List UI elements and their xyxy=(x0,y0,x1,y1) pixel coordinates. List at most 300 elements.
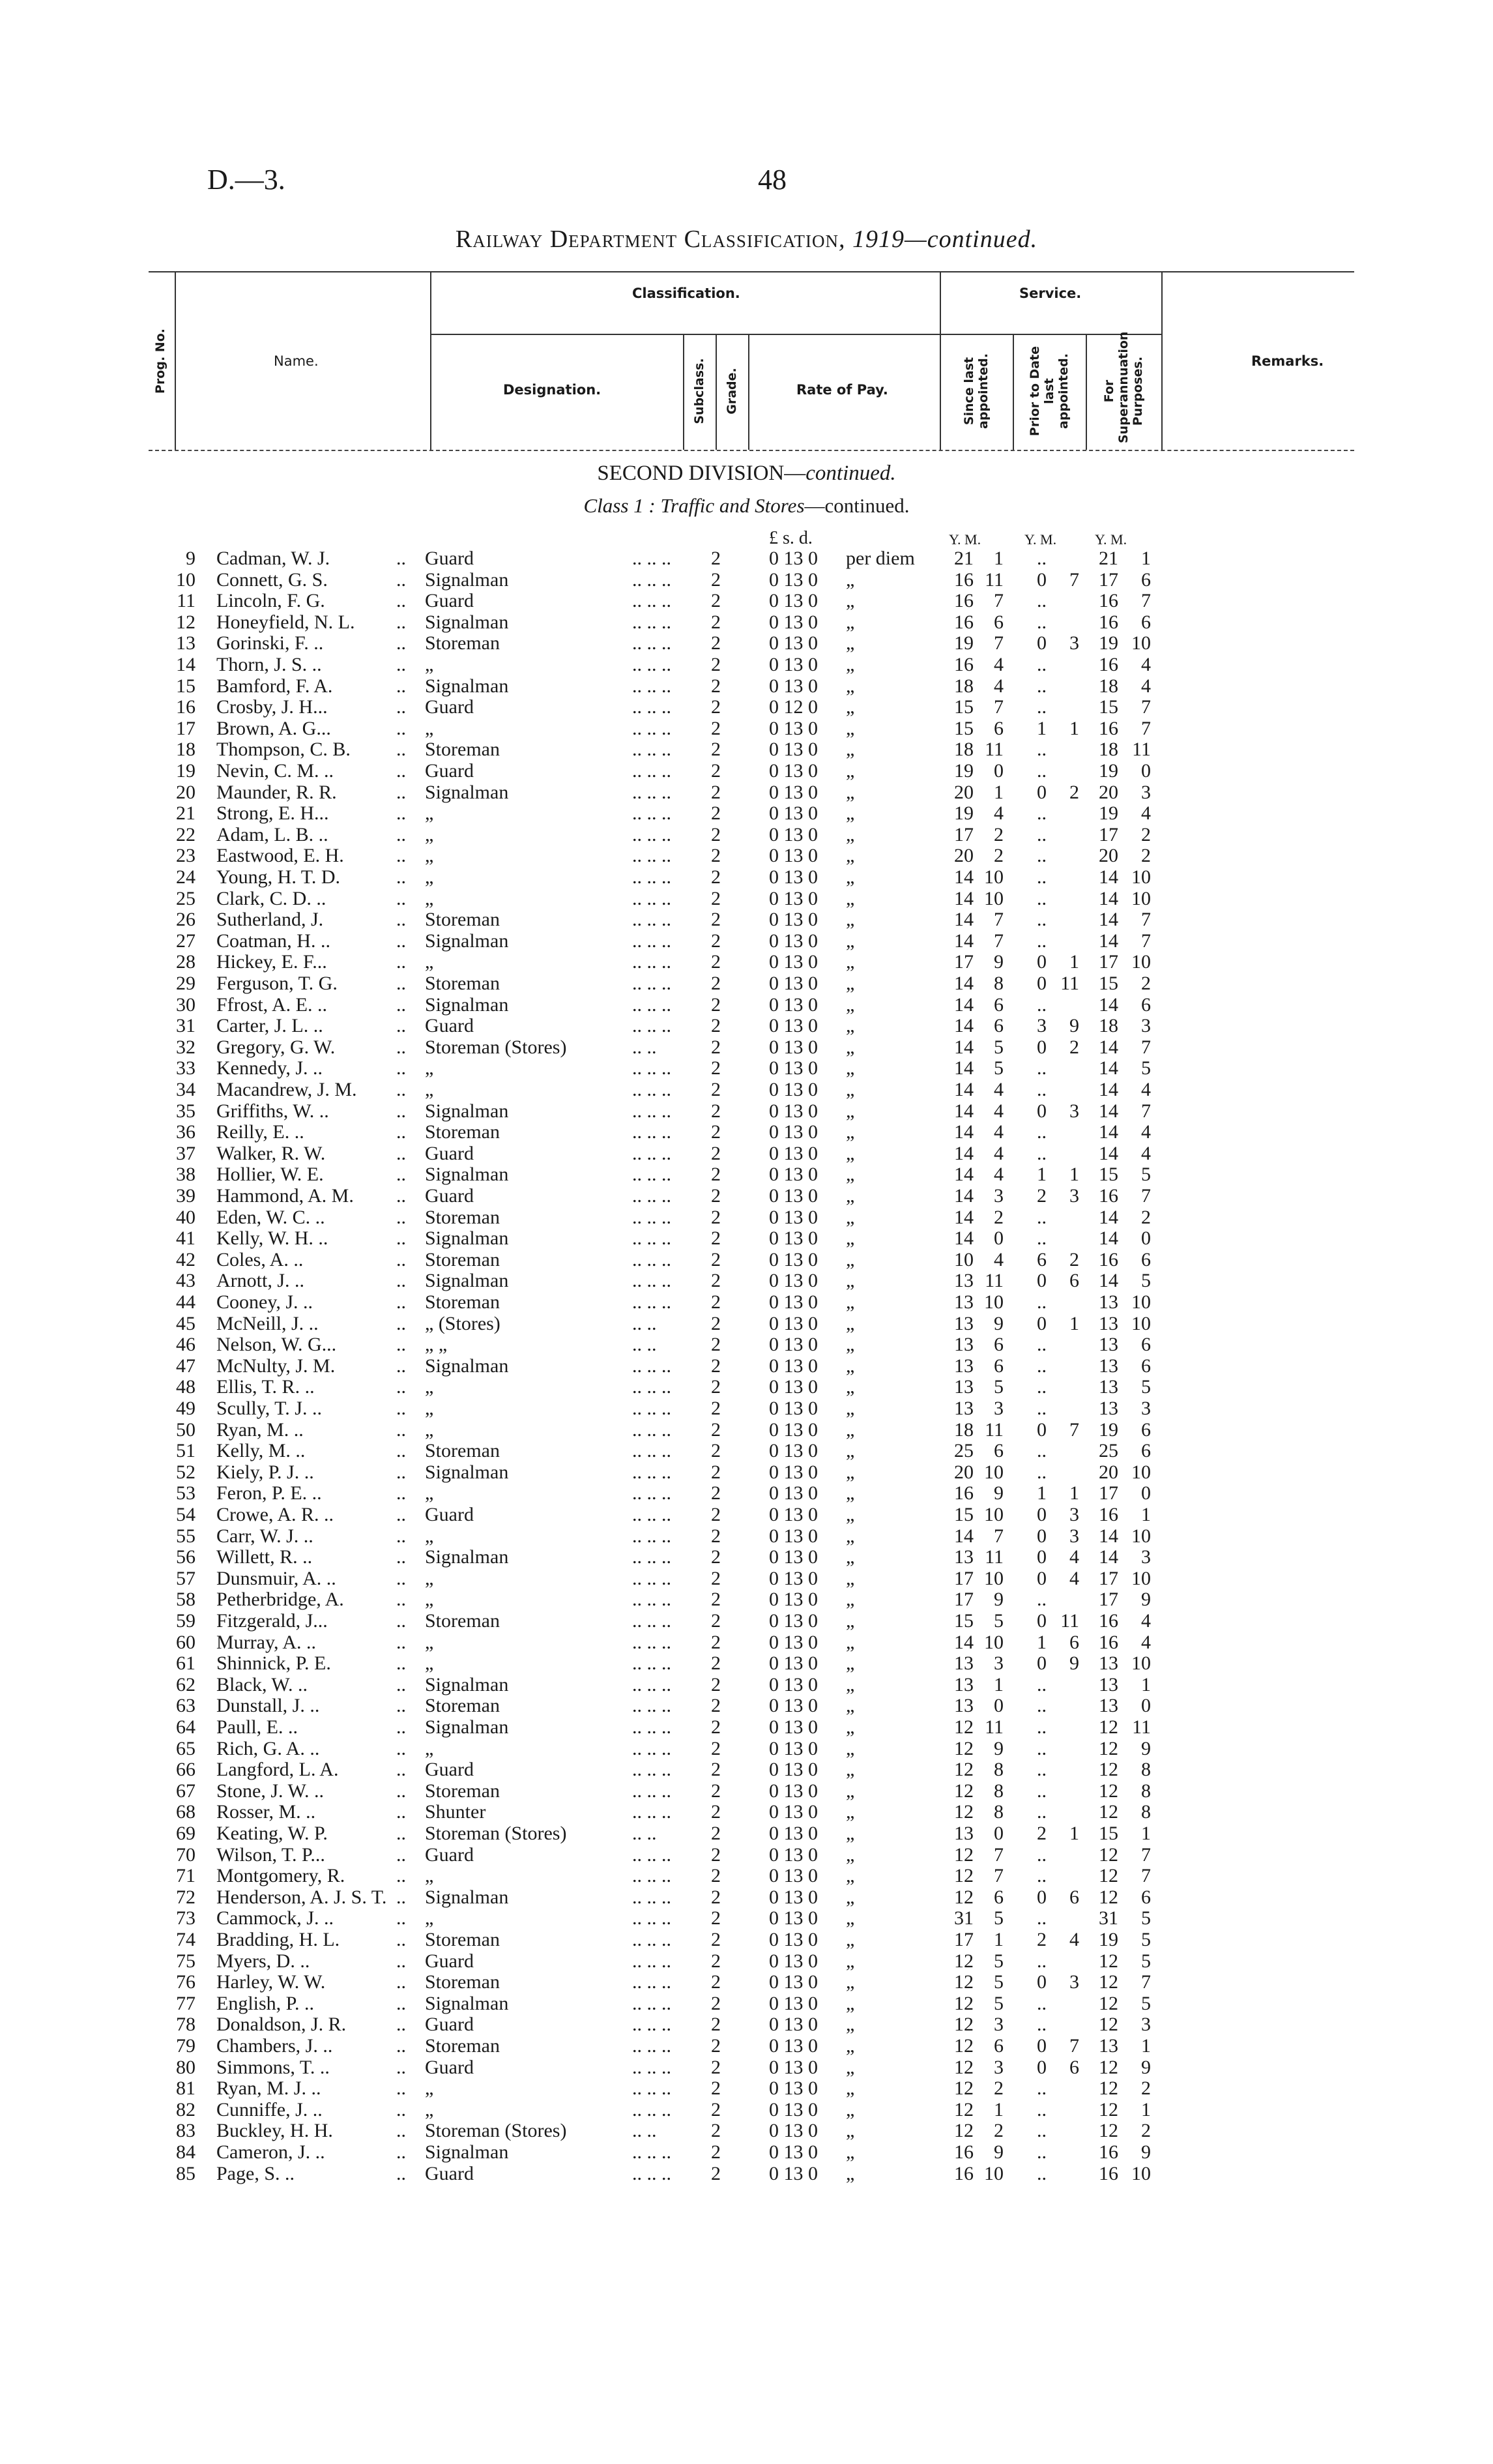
cell-prior-years: 0 xyxy=(1037,2035,1047,2057)
cell-super-years: 17 xyxy=(1099,1567,1118,1589)
cell-pay-unit: „ xyxy=(846,1227,855,1250)
cell-rate-of-pay: 0 13 0 xyxy=(769,1971,818,1993)
cell-prior-years: 0 xyxy=(1037,1312,1047,1334)
cell-designation: „ xyxy=(425,1652,434,1675)
cell-since-months: 8 xyxy=(994,973,1004,994)
cell-prior-years: .. xyxy=(1037,1461,1047,1483)
cell-subclass: 2 xyxy=(711,1248,721,1270)
cell-leader-dots: .. .. .. xyxy=(632,2014,671,2036)
cell-leader-dots: .. xyxy=(396,717,406,739)
cell-subclass: 2 xyxy=(711,1079,721,1100)
cell-super-months: 6 xyxy=(1141,1355,1151,1377)
cell-since-years: 13 xyxy=(954,1673,974,1695)
cell-rate-of-pay: 0 13 0 xyxy=(769,1695,818,1717)
cell-since-months: 10 xyxy=(984,1291,1004,1313)
cell-designation: Guard xyxy=(425,696,474,718)
cell-leader-dots: .. xyxy=(396,1206,406,1228)
cell-prior-years: 0 xyxy=(1037,781,1047,803)
cell-designation: Guard xyxy=(425,548,474,569)
cell-since-years: 31 xyxy=(954,1907,974,1929)
cell-subclass: 2 xyxy=(711,2056,721,2078)
cell-designation: Signalman xyxy=(425,1355,509,1377)
cell-since-years: 18 xyxy=(954,675,974,697)
cell-designation: Guard xyxy=(425,1185,474,1207)
cell-pay-unit: „ xyxy=(846,2162,855,2184)
cell-since-months: 4 xyxy=(994,802,1004,825)
cell-super-months: 5 xyxy=(1141,1950,1151,1972)
cell-since-years: 12 xyxy=(954,1737,974,1759)
cell-prog-no: 53 xyxy=(176,1482,196,1504)
cell-pay-unit: „ xyxy=(846,696,855,718)
cell-super-years: 18 xyxy=(1099,739,1118,761)
cell-rate-of-pay: 0 13 0 xyxy=(769,823,818,845)
cell-rate-of-pay: 0 13 0 xyxy=(769,1206,818,1228)
cell-super-years: 12 xyxy=(1099,1801,1118,1823)
cell-super-years: 12 xyxy=(1099,1950,1118,1972)
cell-prior-years: .. xyxy=(1037,2098,1047,2120)
cell-subclass: 2 xyxy=(711,1907,721,1929)
cell-leader-dots: .. xyxy=(396,675,406,697)
cell-name: Carter, J. L. .. xyxy=(216,1015,323,1037)
cell-super-years: 16 xyxy=(1099,654,1118,675)
cell-designation: „ xyxy=(425,802,434,825)
cell-since-years: 14 xyxy=(954,1525,974,1547)
cell-since-months: 4 xyxy=(994,1100,1004,1122)
cell-subclass: 2 xyxy=(711,1759,721,1781)
cell-since-months: 4 xyxy=(994,675,1004,697)
table-row xyxy=(0,909,1493,930)
cell-super-months: 10 xyxy=(1131,1291,1151,1313)
table-row xyxy=(0,611,1493,632)
cell-since-months: 4 xyxy=(994,1164,1004,1186)
cell-name: Keating, W. P. xyxy=(216,1823,328,1844)
cell-name: McNeill, J. .. xyxy=(216,1312,319,1334)
cell-leader-dots: .. xyxy=(396,1121,406,1143)
table-row xyxy=(0,2077,1493,2098)
cell-since-months: 7 xyxy=(994,930,1004,952)
cell-rate-of-pay: 0 13 0 xyxy=(769,1907,818,1929)
cell-super-years: 19 xyxy=(1099,1418,1118,1441)
cell-prior-months: 6 xyxy=(1069,1631,1079,1653)
cell-since-months: 3 xyxy=(994,1398,1004,1419)
cell-prog-no: 35 xyxy=(176,1100,196,1122)
cell-rate-of-pay: 0 13 0 xyxy=(769,1015,818,1037)
division-continued: continued. xyxy=(805,462,896,485)
cell-since-months: 9 xyxy=(994,1589,1004,1611)
cell-leader-dots: .. .. .. xyxy=(632,1567,671,1589)
cell-pay-unit: „ xyxy=(846,1971,855,1993)
cell-super-months: 7 xyxy=(1141,696,1151,718)
cell-since-years: 16 xyxy=(954,1482,974,1504)
cell-designation: Signalman xyxy=(425,1546,509,1568)
cell-prog-no: 56 xyxy=(176,1546,196,1568)
cell-super-years: 16 xyxy=(1099,717,1118,739)
cell-designation: „ xyxy=(425,1398,434,1419)
cell-since-months: 4 xyxy=(994,1248,1004,1270)
cell-prog-no: 58 xyxy=(176,1589,196,1611)
cell-subclass: 2 xyxy=(711,1823,721,1844)
table-row xyxy=(0,1079,1493,1100)
cell-leader-dots: .. xyxy=(396,1398,406,1419)
cell-leader-dots: .. .. .. xyxy=(632,1780,671,1802)
cell-name: Feron, P. E. .. xyxy=(216,1482,322,1504)
cell-super-years: 13 xyxy=(1099,1312,1118,1334)
cell-rate-of-pay: 0 13 0 xyxy=(769,1036,818,1058)
cell-since-months: 10 xyxy=(984,887,1004,909)
cell-name: Cooney, J. .. xyxy=(216,1291,313,1313)
cell-designation: Signalman xyxy=(425,1716,509,1738)
cell-leader-dots: .. xyxy=(396,1971,406,1993)
cell-super-years: 12 xyxy=(1099,1992,1118,2014)
cell-name: Young, H. T. D. xyxy=(216,866,341,888)
cell-leader-dots: .. xyxy=(396,1100,406,1122)
cell-since-years: 13 xyxy=(954,1291,974,1313)
cell-pay-unit: „ xyxy=(846,1440,855,1462)
cell-super-years: 14 xyxy=(1099,1057,1118,1079)
cell-leader-dots: .. xyxy=(396,1418,406,1441)
cell-super-years: 13 xyxy=(1099,1334,1118,1356)
cell-name: Dunstall, J. .. xyxy=(216,1695,320,1717)
cell-super-months: 7 xyxy=(1141,590,1151,612)
cell-name: Hollier, W. E. xyxy=(216,1164,324,1186)
table-row xyxy=(0,760,1493,781)
table-row xyxy=(0,845,1493,866)
cell-prog-no: 73 xyxy=(176,1907,196,1929)
cell-pay-unit: „ xyxy=(846,1312,855,1334)
cell-leader-dots: .. .. .. xyxy=(632,611,671,633)
cell-prior-years: .. xyxy=(1037,696,1047,718)
cell-since-years: 13 xyxy=(954,1270,974,1292)
cell-prior-months: 1 xyxy=(1069,1823,1079,1844)
cell-since-months: 2 xyxy=(994,845,1004,867)
cell-pay-unit: „ xyxy=(846,675,855,697)
table-row xyxy=(0,696,1493,717)
cell-pay-unit: „ xyxy=(846,1334,855,1356)
cell-designation: Guard xyxy=(425,1015,474,1037)
cell-leader-dots: .. xyxy=(396,781,406,803)
cell-leader-dots: .. .. .. xyxy=(632,1971,671,1993)
cell-prior-years: .. xyxy=(1037,1801,1047,1823)
cell-since-months: 1 xyxy=(994,781,1004,803)
cell-leader-dots: .. xyxy=(396,1185,406,1207)
cell-designation: Signalman xyxy=(425,675,509,697)
cell-super-years: 16 xyxy=(1099,2141,1118,2163)
cell-since-months: 9 xyxy=(994,951,1004,973)
cell-super-years: 12 xyxy=(1099,1865,1118,1887)
cell-since-years: 12 xyxy=(954,1950,974,1972)
cell-rate-of-pay: 0 13 0 xyxy=(769,1886,818,1908)
cell-designation: Signalman xyxy=(425,993,509,1016)
cell-prior-years: .. xyxy=(1037,1142,1047,1164)
cell-subclass: 2 xyxy=(711,1801,721,1823)
col-rule-6 xyxy=(940,272,941,450)
cell-since-months: 4 xyxy=(994,1079,1004,1100)
cell-name: Cammock, J. .. xyxy=(216,1907,334,1929)
cell-designation: Signalman xyxy=(425,781,509,803)
cell-prior-months: 1 xyxy=(1069,951,1079,973)
header-name: Name. xyxy=(274,353,319,369)
cell-since-months: 1 xyxy=(994,1929,1004,1950)
cell-leader-dots: .. xyxy=(396,611,406,633)
cell-prior-years: 0 xyxy=(1037,1036,1047,1058)
cell-prog-no: 28 xyxy=(176,951,196,973)
cell-pay-unit: „ xyxy=(846,2141,855,2163)
cell-prior-years: 0 xyxy=(1037,1100,1047,1122)
cell-rate-of-pay: 0 13 0 xyxy=(769,1121,818,1143)
cell-since-years: 14 xyxy=(954,930,974,952)
cell-subclass: 2 xyxy=(711,866,721,888)
cell-name: Fitzgerald, J... xyxy=(216,1610,328,1632)
cell-leader-dots: .. .. .. xyxy=(632,1015,671,1037)
cell-prior-years: 2 xyxy=(1037,1929,1047,1950)
cell-super-months: 6 xyxy=(1141,1418,1151,1441)
cell-prior-years: .. xyxy=(1037,2141,1047,2163)
cell-since-months: 2 xyxy=(994,2077,1004,2100)
cell-designation: Storeman xyxy=(425,1121,500,1143)
cell-designation: „ xyxy=(425,1482,434,1504)
cell-super-years: 12 xyxy=(1099,1843,1118,1866)
cell-rate-of-pay: 0 13 0 xyxy=(769,1950,818,1972)
cell-since-years: 25 xyxy=(954,1440,974,1462)
cell-rate-of-pay: 0 13 0 xyxy=(769,1376,818,1398)
cell-leader-dots: .. xyxy=(396,1929,406,1950)
cell-pay-unit: „ xyxy=(846,2120,855,2142)
cell-name: Paull, E. .. xyxy=(216,1716,298,1738)
cell-pay-unit: „ xyxy=(846,1865,855,1887)
cell-rate-of-pay: 0 13 0 xyxy=(769,1631,818,1653)
cell-name: Black, W. .. xyxy=(216,1673,308,1695)
col-rule-1 xyxy=(175,272,176,450)
cell-super-months: 1 xyxy=(1141,1823,1151,1844)
cell-prior-years: .. xyxy=(1037,1355,1047,1377)
cell-rate-of-pay: 0 13 0 xyxy=(769,1291,818,1313)
cell-super-months: 10 xyxy=(1131,2162,1151,2184)
cell-prior-years: .. xyxy=(1037,2014,1047,2036)
cell-rate-of-pay: 0 13 0 xyxy=(769,548,818,569)
cell-prior-years: .. xyxy=(1037,548,1047,569)
cell-pay-unit: „ xyxy=(846,887,855,909)
cell-prog-no: 14 xyxy=(176,654,196,675)
cell-since-years: 20 xyxy=(954,1461,974,1483)
cell-subclass: 2 xyxy=(711,1376,721,1398)
cell-super-years: 12 xyxy=(1099,2056,1118,2078)
cell-since-years: 20 xyxy=(954,781,974,803)
table-row xyxy=(0,1504,1493,1525)
cell-since-months: 3 xyxy=(994,2014,1004,2036)
cell-pay-unit: „ xyxy=(846,1057,855,1079)
cell-prog-no: 10 xyxy=(176,568,196,591)
cell-prior-months: 1 xyxy=(1069,1164,1079,1186)
cell-since-months: 1 xyxy=(994,2098,1004,2120)
cell-subclass: 2 xyxy=(711,1036,721,1058)
cell-leader-dots: .. xyxy=(396,696,406,718)
cell-leader-dots: .. .. .. xyxy=(632,1929,671,1950)
cell-designation: Guard xyxy=(425,590,474,612)
cell-rate-of-pay: 0 13 0 xyxy=(769,2120,818,2142)
cell-leader-dots: .. .. .. xyxy=(632,1227,671,1250)
cell-since-years: 12 xyxy=(954,2120,974,2142)
cell-prog-no: 44 xyxy=(176,1291,196,1313)
cell-since-years: 10 xyxy=(954,1248,974,1270)
cell-subclass: 2 xyxy=(711,973,721,994)
cell-designation: Storeman (Stores) xyxy=(425,1823,567,1844)
cell-pay-unit: „ xyxy=(846,866,855,888)
cell-since-months: 5 xyxy=(994,1971,1004,1993)
cell-prog-no: 60 xyxy=(176,1631,196,1653)
cell-super-months: 10 xyxy=(1131,1461,1151,1483)
cell-pay-unit: per diem xyxy=(846,548,915,569)
cell-prior-years: .. xyxy=(1037,1334,1047,1356)
table-row xyxy=(0,951,1493,972)
cell-pay-unit: „ xyxy=(846,760,855,782)
cell-leader-dots: .. xyxy=(396,1843,406,1866)
cell-pay-unit: „ xyxy=(846,1823,855,1844)
cell-name: Carr, W. J. .. xyxy=(216,1525,313,1547)
cell-designation: „ xyxy=(425,1907,434,1929)
cell-since-years: 13 xyxy=(954,1312,974,1334)
cell-since-months: 3 xyxy=(994,1185,1004,1207)
cell-rate-of-pay: 0 13 0 xyxy=(769,739,818,761)
cell-prog-no: 43 xyxy=(176,1270,196,1292)
cell-prior-months: 2 xyxy=(1069,781,1079,803)
cell-designation: „ xyxy=(425,717,434,739)
cell-leader-dots: .. .. .. xyxy=(632,1695,671,1717)
cell-prog-no: 22 xyxy=(176,823,196,845)
cell-super-years: 14 xyxy=(1099,1270,1118,1292)
cell-prog-no: 74 xyxy=(176,1929,196,1950)
cell-rate-of-pay: 0 13 0 xyxy=(769,2162,818,2184)
cell-name: Eden, W. C. .. xyxy=(216,1206,325,1228)
table-row xyxy=(0,1929,1493,1950)
cell-leader-dots: .. .. .. xyxy=(632,1418,671,1441)
cell-name: Coatman, H. .. xyxy=(216,930,330,952)
cell-since-months: 0 xyxy=(994,760,1004,782)
table-row xyxy=(0,1907,1493,1928)
cell-prog-no: 45 xyxy=(176,1312,196,1334)
cell-prior-months: 1 xyxy=(1069,1312,1079,1334)
table-row xyxy=(0,1865,1493,1886)
cell-name: Strong, E. H... xyxy=(216,802,329,825)
cell-prior-years: 0 xyxy=(1037,1546,1047,1568)
cell-rate-of-pay: 0 13 0 xyxy=(769,1610,818,1632)
cell-leader-dots: .. .. .. xyxy=(632,654,671,675)
table-row xyxy=(0,548,1493,568)
cell-rate-of-pay: 0 13 0 xyxy=(769,993,818,1016)
cell-name: Ryan, M. J. .. xyxy=(216,2077,321,2100)
cell-since-years: 14 xyxy=(954,1142,974,1164)
cell-subclass: 2 xyxy=(711,909,721,931)
cell-since-months: 10 xyxy=(984,1631,1004,1653)
cell-rate-of-pay: 0 13 0 xyxy=(769,1185,818,1207)
cell-leader-dots: .. .. .. xyxy=(632,590,671,612)
cell-prior-years: 0 xyxy=(1037,1610,1047,1632)
cell-subclass: 2 xyxy=(711,760,721,782)
cell-leader-dots: .. .. xyxy=(632,1334,657,1356)
cell-designation: Signalman xyxy=(425,930,509,952)
cell-prior-years: .. xyxy=(1037,675,1047,697)
table-row xyxy=(0,2120,1493,2141)
cell-subclass: 2 xyxy=(711,739,721,761)
cell-designation: Signalman xyxy=(425,568,509,591)
cell-since-years: 12 xyxy=(954,2098,974,2120)
cell-pay-unit: „ xyxy=(846,1843,855,1866)
cell-rate-of-pay: 0 13 0 xyxy=(769,590,818,612)
cell-super-years: 12 xyxy=(1099,1716,1118,1738)
cell-leader-dots: .. .. .. xyxy=(632,548,671,569)
cell-leader-dots: .. .. .. xyxy=(632,1631,671,1653)
cell-since-years: 15 xyxy=(954,1610,974,1632)
cell-since-years: 18 xyxy=(954,739,974,761)
cell-since-months: 6 xyxy=(994,1355,1004,1377)
cell-prior-years: .. xyxy=(1037,1907,1047,1929)
cell-super-months: 11 xyxy=(1132,1716,1151,1738)
cell-subclass: 2 xyxy=(711,2077,721,2100)
cell-prior-months: 9 xyxy=(1069,1015,1079,1037)
cell-designation: Storeman xyxy=(425,1695,500,1717)
cell-leader-dots: .. .. .. xyxy=(632,1886,671,1908)
cell-name: Nelson, W. G... xyxy=(216,1334,337,1356)
cell-leader-dots: .. .. .. xyxy=(632,1057,671,1079)
cell-prior-years: 0 xyxy=(1037,951,1047,973)
table-row xyxy=(0,675,1493,696)
cell-prior-years: 0 xyxy=(1037,973,1047,994)
cell-since-years: 14 xyxy=(954,1227,974,1250)
cell-pay-unit: „ xyxy=(846,1929,855,1950)
cell-since-years: 14 xyxy=(954,1206,974,1228)
cell-pay-unit: „ xyxy=(846,845,855,867)
cell-leader-dots: .. .. xyxy=(632,2120,657,2142)
cell-leader-dots: .. xyxy=(396,760,406,782)
cell-subclass: 2 xyxy=(711,1334,721,1356)
cell-leader-dots: .. .. .. xyxy=(632,1589,671,1611)
cell-subclass: 2 xyxy=(711,1610,721,1632)
cell-super-months: 10 xyxy=(1131,1567,1151,1589)
table-row xyxy=(0,2099,1493,2120)
cell-leader-dots: .. xyxy=(396,1631,406,1653)
page-reference: D.—3. xyxy=(207,164,285,196)
cell-pay-unit: „ xyxy=(846,1631,855,1653)
table-row xyxy=(0,1632,1493,1652)
page-title xyxy=(0,225,1493,254)
cell-name: Page, S. .. xyxy=(216,2162,295,2184)
cell-pay-unit: „ xyxy=(846,1546,855,1568)
cell-super-years: 16 xyxy=(1099,590,1118,612)
cell-name: Griffiths, W. .. xyxy=(216,1100,329,1122)
cell-designation: „ xyxy=(425,1589,434,1611)
table-row xyxy=(0,994,1493,1015)
cell-leader-dots: .. .. .. xyxy=(632,1482,671,1504)
cell-subclass: 2 xyxy=(711,2141,721,2163)
cell-super-months: 2 xyxy=(1141,2077,1151,2100)
cell-prog-no: 70 xyxy=(176,1843,196,1866)
table-row xyxy=(0,1738,1493,1759)
table-row xyxy=(0,569,1493,590)
cell-name: Honeyfield, N. L. xyxy=(216,611,355,633)
table-row xyxy=(0,1993,1493,2014)
cell-rate-of-pay: 0 13 0 xyxy=(769,1716,818,1738)
cell-designation: „ xyxy=(425,1865,434,1887)
cell-prog-no: 25 xyxy=(176,887,196,909)
cell-rate-of-pay: 0 13 0 xyxy=(769,1843,818,1866)
cell-prog-no: 76 xyxy=(176,1971,196,1993)
cell-rate-of-pay: 0 13 0 xyxy=(769,1100,818,1122)
cell-rate-of-pay: 0 13 0 xyxy=(769,611,818,633)
cell-leader-dots: .. xyxy=(396,1907,406,1929)
header-grade: Grade. xyxy=(725,368,739,415)
table-row xyxy=(0,930,1493,951)
cell-prior-years: .. xyxy=(1037,1227,1047,1250)
cell-super-years: 20 xyxy=(1099,781,1118,803)
